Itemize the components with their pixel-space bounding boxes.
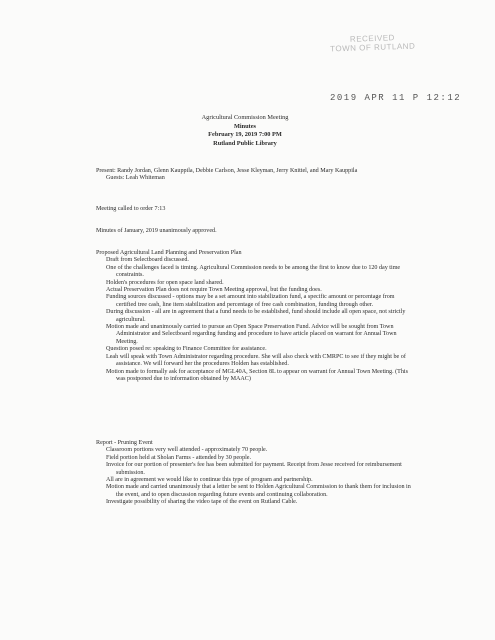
list-item: Leah will speak with Town Administrator regarding procedure. She will also check with CMRPC to see if they might be of assistance. We will forward her the procedures Holden has established. xyxy=(106,353,406,368)
list-item: Funding sources discussed - options may be a set amount into stabilization fund, a specific amount or percentage from certified tree cash, line item stabilization and percentage of free cash combination, funding through other. xyxy=(106,294,395,308)
attendance xyxy=(96,168,416,183)
list-item: All are in agreement we would like to continue this type of program and partnership. xyxy=(106,477,313,484)
meeting-date: February 19, 2019 7:00 PM xyxy=(208,131,282,139)
stamp-line-2: TOWN OF RUTLAND xyxy=(330,41,416,54)
present-line: Present: Randy Jordan, Glenn Kauppila, Debbie Carlson, Jesse Kleyman, Jerry Knittel, and Mary Kauppila xyxy=(96,168,358,174)
section-pruning-event xyxy=(96,440,416,507)
list-item: Holden's procedures for open space land shared. xyxy=(106,279,224,286)
list-item: Investigate possibility of sharing the video tape of the event on Rutland Cable. xyxy=(106,499,298,506)
section-heading: Report - Pruning Event xyxy=(96,440,153,446)
list-item: Question posed re: speaking to Finance Committee for assistance. xyxy=(106,346,267,353)
meeting-location: Rutland Public Library xyxy=(213,139,277,147)
list-item: Draft from Selectboard discussed. xyxy=(106,257,189,264)
received-stamp xyxy=(330,33,416,54)
list-item: One of the challenges faced is timing. Agricultural Commission needs to be among the first to know due to 120 day time constraints. xyxy=(106,264,401,279)
list-item: Invoice for our portion of presenter's fee has been submitted for payment. Receipt from Jesse received for reimbursement submission. xyxy=(106,462,402,476)
document-title: Agricultural Commission Meeting xyxy=(201,114,289,121)
meeting-called: Meeting called to order 7:13 xyxy=(96,206,166,212)
section-land-planning xyxy=(96,250,416,383)
list-item: Motion made and unanimously carried to pursue an Open Space Preservation Fund. Advice will be sought from Town Administrator and Selectboard regarding funding and procedure to have article placed on warrant for Annual Town Meeting. xyxy=(106,324,397,345)
list-item: Classroom portions very well attended - approximately 70 people. xyxy=(106,447,268,454)
guests-line: Guests: Leah Whiteman xyxy=(106,175,165,182)
list-item: During discussion - all are in agreement that a fund needs to be established, fund should include all open space, not strictly agricultural. xyxy=(106,309,406,323)
section-heading: Proposed Agricultural Land Planning and Preservation Plan xyxy=(96,250,242,256)
document-subtitle: Minutes xyxy=(233,122,257,130)
minutes-approved: Minutes of January, 2019 unanimously approved. xyxy=(96,228,217,234)
list-item: Motion made to formally ask for acceptance of MGL40A, Section 8L to appear on warrant for Annual Town Meeting. (This was postponed due to information obtained by MAAC) xyxy=(106,368,408,382)
list-item: Motion made and carried unanimously that a letter be sent to Holden Agricultural Commission to thank them for inclusion in the event, and to open discussion regarding future events and continuing collaboration. xyxy=(106,484,411,498)
stamp-line-1: RECEIVED xyxy=(349,33,396,44)
document-header xyxy=(160,114,330,148)
list-item: Field portion held at Sholan Farms - attended by 30 people. xyxy=(106,454,252,461)
stamp-date: 2019 APR 11 P 12:12 xyxy=(330,93,462,103)
list-item: Actual Preservation Plan does not require Town Meeting approval, but the funding does. xyxy=(106,287,322,294)
